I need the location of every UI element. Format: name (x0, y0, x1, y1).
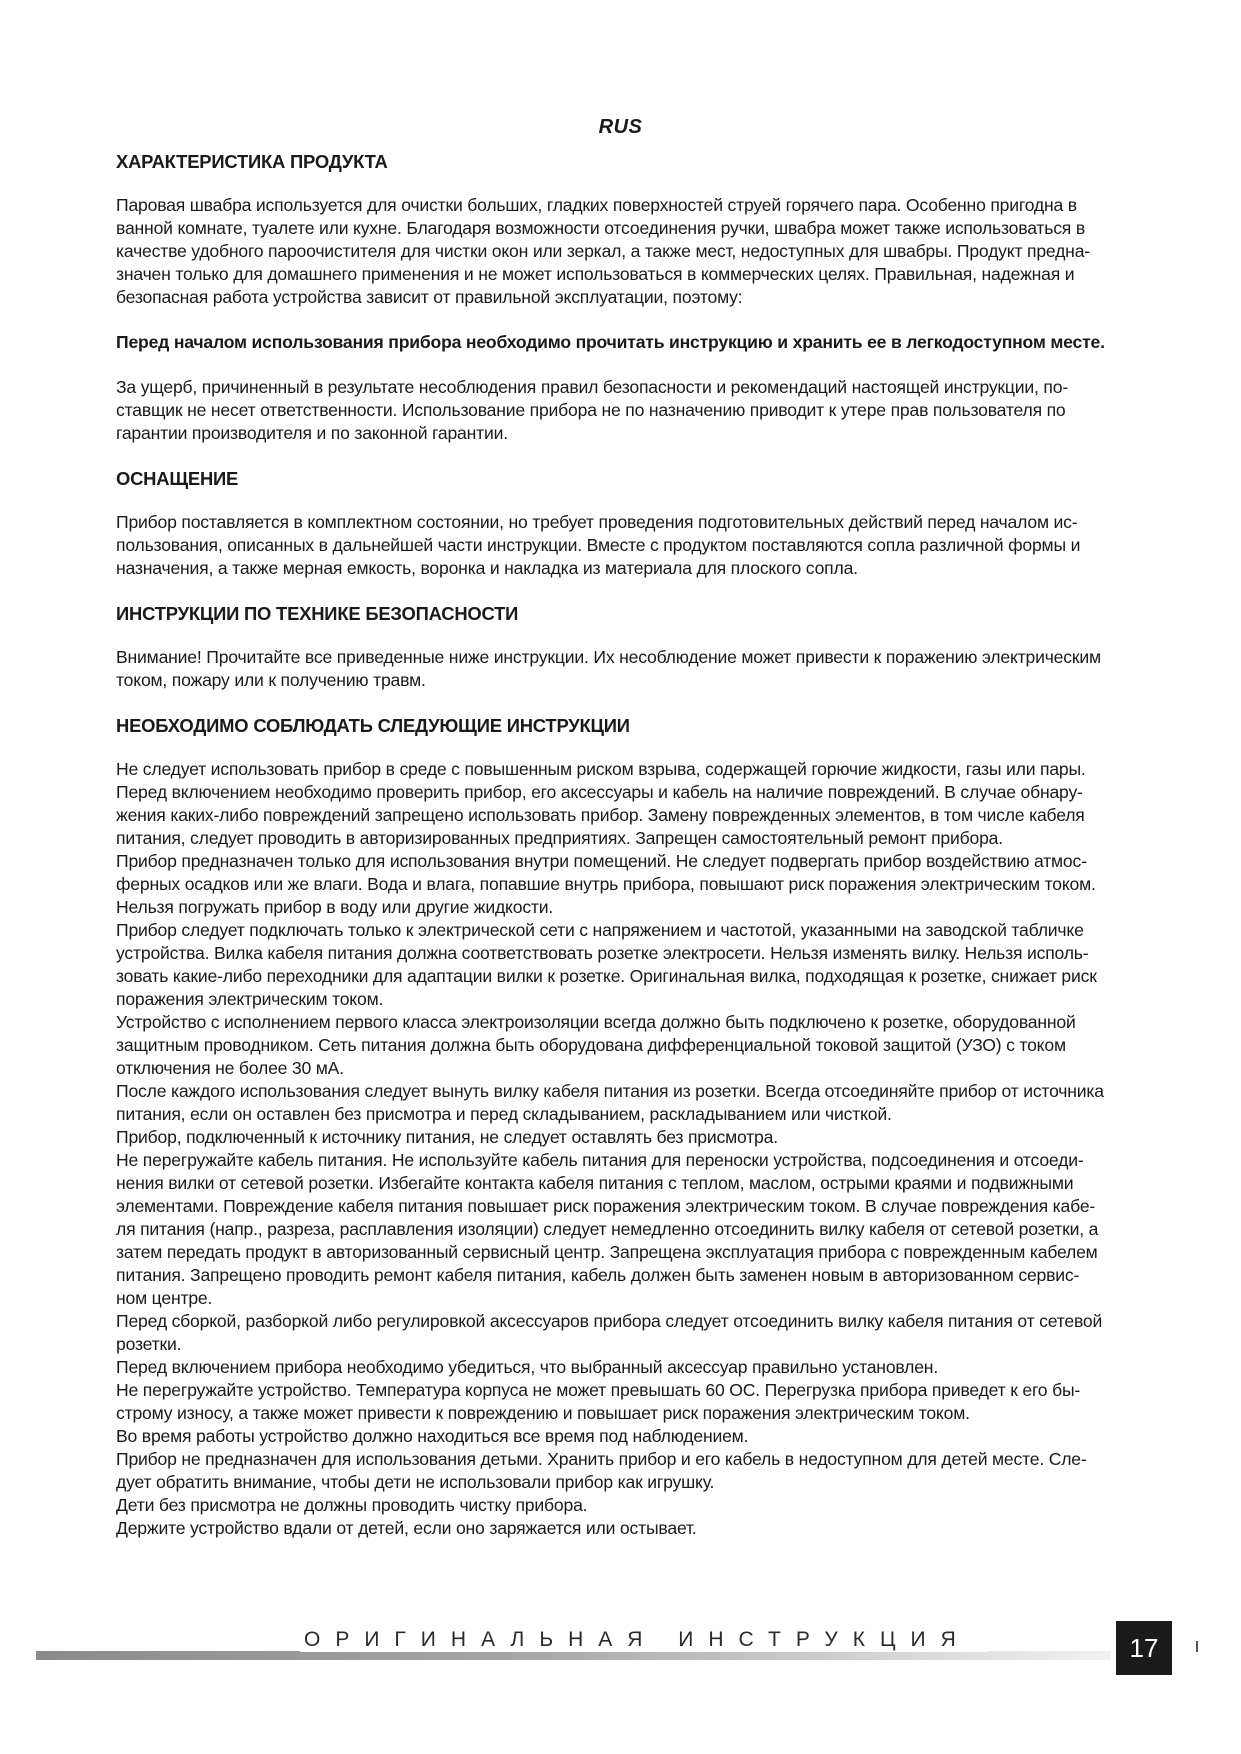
text-line: Нельзя погружать прибор в воду или другие жидкости. (116, 897, 554, 917)
text-line: Прибор не предназначен для использования детьми. Хранить прибор и его кабель в недоступном для детей месте. Сле- (116, 1449, 1087, 1469)
footer-label: ОРИГИНАЛЬНАЯ ИНСТРУКЦИЯ (300, 1628, 988, 1652)
equipment-paragraph (116, 511, 1146, 580)
rules-paragraph (116, 758, 1146, 1540)
text-line: ля питания (напр., разреза, расплавления изоляции) следует немедленно отсоединить вилку кабеля от сетевой розетки, а (116, 1219, 1099, 1239)
text-line: ставщик не несет ответственности. Использование прибора не по назначению приводит к утере прав пользователя по (116, 400, 1066, 420)
text-line: ванной комнате, туалете или кухне. Благодаря возможности отсоединения ручки, швабра может также использоваться в (116, 218, 1085, 238)
text-line: Не перегружайте устройство. Температура корпуса не может превышать 60 ОС. Перегрузка прибора приведет к его бы- (116, 1380, 1081, 1400)
text-line: ферных осадков или же влаги. Вода и влага, попавшие внутрь прибора, повышают риск поражения электрическим током. (116, 874, 1096, 894)
text-line: безопасная работа устройства зависит от правильной эксплуатации, поэтому: (116, 287, 743, 307)
language-label: RUS (598, 116, 643, 138)
text-line: Перед включением необходимо проверить прибор, его аксессуары и кабель на наличие повреждений. В случае обнару- (116, 782, 1083, 802)
section-heading-rules: НЕОБХОДИМО СОБЛЮДАТЬ СЛЕДУЮЩИЕ ИНСТРУКЦИИ (116, 715, 630, 736)
text-line: Паровая швабра используется для очистки больших, гладких поверхностей струей горячего пара. Особенно пригодна в (116, 195, 1077, 215)
text-line: гарантии производителя и по законной гарантии. (116, 423, 508, 443)
text-line: Не перегружайте кабель питания. Не используйте кабель питания для переноски устройства, подсоединения и отсоеди- (116, 1150, 1084, 1170)
section-heading-product: ХАРАКТЕРИСТИКА ПРОДУКТА (116, 151, 388, 172)
text-line: качестве удобного пароочистителя для чистки окон или зеркал, а также мест, недоступных для швабры. Продукт предна- (116, 241, 1090, 261)
text-line: пользования, описанных в дальнейшей части инструкции. Вместе с продуктом поставляются сопла различной формы и (116, 535, 1081, 555)
safety-paragraph (116, 646, 1146, 692)
text-line: розетки. (116, 1334, 182, 1354)
section-heading-safety: ИНСТРУКЦИИ ПО ТЕХНИКЕ БЕЗОПАСНОСТИ (116, 603, 519, 624)
text-line: нения вилки от сетевой розетки. Избегайте контакта кабеля питания с теплом, маслом, острыми краями и подвижными (116, 1173, 1074, 1193)
text-line: ном центре. (116, 1288, 213, 1308)
text-line: назначения, а также мерная емкость, воронка и накладка из материала для плоского сопла. (116, 558, 858, 578)
text-line: дует обратить внимание, чтобы дети не использовали прибор как игрушку. (116, 1472, 715, 1492)
text-line: Прибор, подключенный к источнику питания, не следует оставлять без присмотра. (116, 1127, 778, 1147)
text-line: Устройство с исполнением первого класса электроизоляции всегда должно быть подключено к розетке, оборудованной (116, 1012, 1076, 1032)
page-number: 17 (1116, 1621, 1172, 1675)
text-line: питания, следует проводить в авторизированных предприятиях. Запрещен самостоятельный ремонт прибора. (116, 828, 1003, 848)
text-line: зовать какие-либо переходники для адаптации вилки к розетке. Оригинальная вилка, подходящая к розетке, снижает риск (116, 966, 1097, 986)
text-line: Не следует использовать прибор в среде с повышенным риском взрыва, содержащей горючие жидкости, газы или пары. (116, 759, 1086, 779)
bold-note: Перед началом использования прибора необходимо прочитать инструкцию и хранить ее в легкодоступном месте. (116, 332, 1105, 352)
text-line: устройства. Вилка кабеля питания должна соответствовать розетке электросети. Нельзя изменять вилку. Нельзя исполь- (116, 943, 1089, 963)
text-line: Прибор следует подключать только к электрической сети с напряжением и частотой, указанными на заводской табличке (116, 920, 1084, 940)
text-line: Держите устройство вдали от детей, если оно заряжается или остывает. (116, 1518, 697, 1538)
text-line: жения каких-либо повреждений запрещено использовать прибор. Замену поврежденных элементов, в том числе кабеля (116, 805, 1085, 825)
footer-tick-mark (1196, 1641, 1198, 1652)
text-line: Прибор поставляется в комплектном состоянии, но требует проведения подготовительных действий перед началом ис- (116, 512, 1078, 532)
page-content (116, 150, 1146, 1540)
text-line: Перед сборкой, разборкой либо регулировкой аксессуаров прибора следует отсоединить вилку кабеля питания от сетевой (116, 1311, 1103, 1331)
text-line: элементами. Повреждение кабеля питания повышает риск поражения электрическим током. В случае повреждения кабе- (116, 1196, 1096, 1216)
text-line: отключения не более 30 мА. (116, 1058, 344, 1078)
text-line: Во время работы устройство должно находиться все время под наблюдением. (116, 1426, 749, 1446)
text-line: Дети без присмотра не должны проводить чистку прибора. (116, 1495, 588, 1515)
text-line: За ущерб, причиненный в результате несоблюдения правил безопасности и рекомендаций настоящей инструкции, по- (116, 377, 1068, 397)
text-line: защитным проводником. Сеть питания должна быть оборудована дифференциальной токовой защитой (УЗО) с током (116, 1035, 1066, 1055)
product-description (116, 194, 1146, 309)
text-line: питания. Запрещено проводить ремонт кабеля питания, кабель должен быть заменен новым в авторизованном сервис- (116, 1265, 1080, 1285)
text-line: током, пожару или к получению травм. (116, 670, 426, 690)
text-line: строму износу, а также может привести к повреждению и повышает риск поражения электрическим током. (116, 1403, 970, 1423)
text-line: значен только для домашнего применения и не может использоваться в коммерческих целях. Правильная, надежная и (116, 264, 1075, 284)
liability-paragraph (116, 376, 1146, 445)
text-line: питания, если он оставлен без присмотра и перед складыванием, раскладыванием или чисткой. (116, 1104, 892, 1124)
footer-bar (36, 1651, 1111, 1660)
text-line: Перед включением прибора необходимо убедиться, что выбранный аксессуар правильно установлен. (116, 1357, 939, 1377)
text-line: затем передать продукт в авторизованный сервисный центр. Запрещена эксплуатация прибора с поврежденным кабелем (116, 1242, 1098, 1262)
text-line: поражения электрическим током. (116, 989, 384, 1009)
section-heading-equipment: ОСНАЩЕНИЕ (116, 468, 239, 489)
text-line: Прибор предназначен только для использования внутри помещений. Не следует подвергать прибор воздействию атмос- (116, 851, 1087, 871)
text-line: После каждого использования следует вынуть вилку кабеля питания из розетки. Всегда отсоединяйте прибор от источника (116, 1081, 1104, 1101)
text-line: Внимание! Прочитайте все приведенные ниже инструкции. Их несоблюдение может привести к поражению электрическим (116, 647, 1101, 667)
